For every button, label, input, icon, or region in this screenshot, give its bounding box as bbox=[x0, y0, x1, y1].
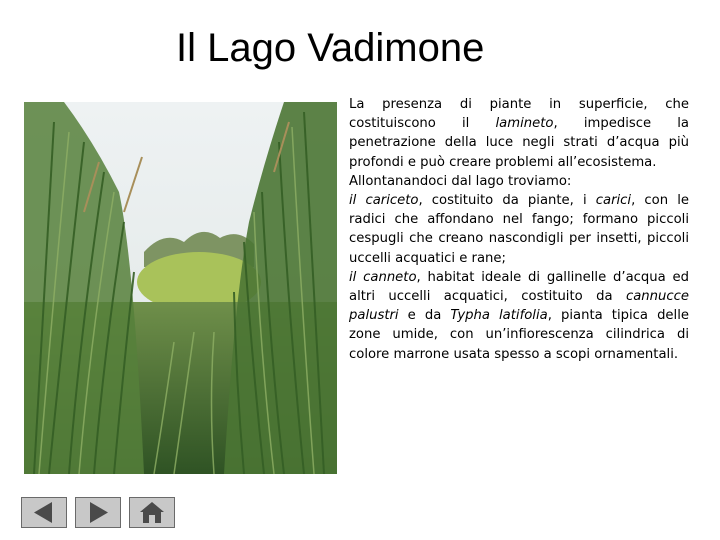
paragraph-lamineto: La presenza di piante in superficie, che costituiscono il lamineto, impedisce la penetrazione della luce negli strati d’acqua più profondi e può creare problemi all’ecosistema. bbox=[349, 97, 689, 170]
home-button[interactable] bbox=[129, 497, 175, 528]
previous-button[interactable] bbox=[21, 497, 67, 528]
paragraph-cariceto: il cariceto, costituito da piante, i carici, con le radici che affondano nel fango; formano piccoli cespugli che creano nascondigli per insetti, piccoli uccelli acquatici e rane; bbox=[349, 193, 689, 266]
triangle-left-icon bbox=[34, 502, 52, 523]
paragraph-intro: Allontanandoci dal lago troviamo: bbox=[349, 173, 572, 189]
triangle-right-icon bbox=[90, 502, 108, 523]
paragraph-canneto: il canneto, habitat ideale di gallinelle d’acqua ed altri uccelli acquatici, costituito da cannucce palustri e da Typha latifolia, pianta tipica delle zone umide, con un’infiorescenza cilindrica di colore marrone usata spesso a scopi ornamentali. bbox=[349, 269, 690, 362]
slide-title: Il Lago Vadimone bbox=[176, 26, 485, 70]
lake-reeds-photo bbox=[24, 102, 337, 474]
home-icon bbox=[140, 502, 164, 523]
next-button[interactable] bbox=[75, 497, 121, 528]
description-text bbox=[349, 95, 689, 364]
